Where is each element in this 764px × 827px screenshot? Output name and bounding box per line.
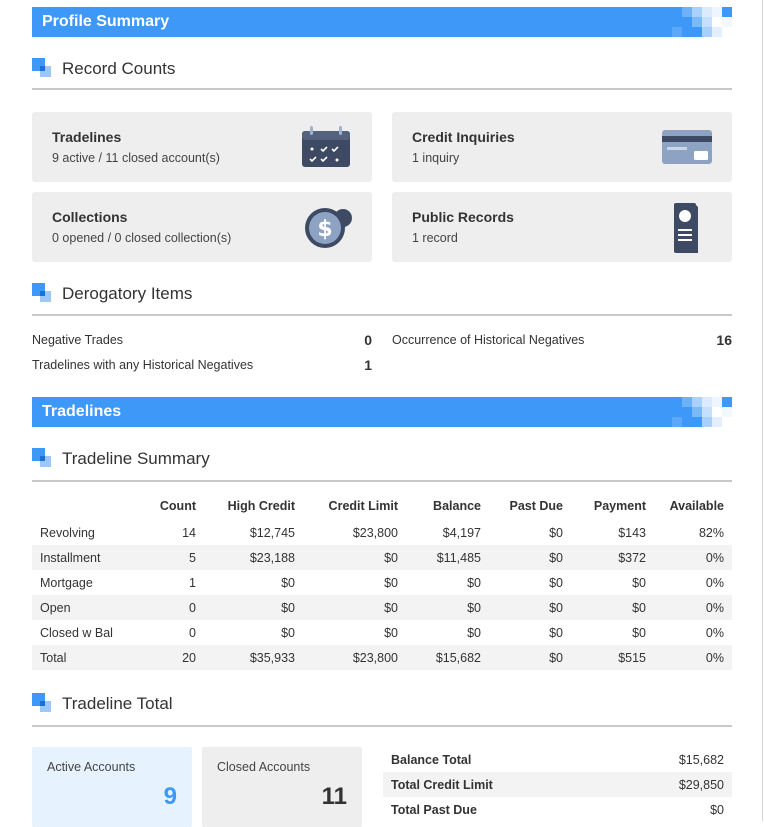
card-title: Credit Inquiries — [412, 129, 515, 145]
table-cell: 20 — [128, 645, 204, 670]
column-header — [32, 492, 128, 520]
table-cell: $0 — [549, 525, 563, 540]
table-cell: $0 — [571, 595, 654, 620]
row-label: Revolving — [40, 525, 95, 540]
row-label: Closed w Bal — [40, 625, 113, 640]
table-cell: $143 — [618, 525, 646, 540]
column-header: Available — [669, 499, 724, 513]
closed-accounts-value: 11 — [321, 783, 347, 810]
total-value: $15,682 — [678, 752, 724, 767]
card-title: Tradelines — [52, 129, 122, 145]
table-header-row — [32, 492, 732, 520]
table-cell: $0 — [384, 575, 398, 590]
table-cell: 82% — [698, 525, 724, 540]
table-cell: $0 — [384, 625, 398, 640]
section-title: Derogatory Items — [62, 284, 193, 303]
closed-accounts-label: Closed Accounts — [217, 760, 311, 774]
tradeline-summary-table — [32, 492, 732, 670]
total-value: $29,850 — [613, 772, 732, 797]
table-row — [383, 747, 732, 772]
svg-text:$: $ — [317, 217, 333, 242]
historical-negatives-label: Tradelines with any Historical Negatives — [32, 358, 254, 372]
table-cell: $0 — [467, 625, 481, 640]
table-cell: $15,682 — [406, 645, 489, 670]
table-row — [32, 520, 732, 545]
table-cell: 14 — [182, 525, 196, 540]
card-subtitle: 1 inquiry — [412, 151, 460, 165]
active-accounts-value: 9 — [163, 783, 177, 810]
active-accounts-box — [32, 747, 192, 827]
negative-trades-label: Negative Trades — [32, 333, 124, 347]
table-cell: $0 — [303, 595, 406, 620]
card-title: Collections — [52, 209, 128, 225]
table-cell: $0 — [489, 595, 571, 620]
column-header: High Credit — [227, 499, 295, 513]
table-row — [32, 570, 732, 595]
table-cell: $23,188 — [204, 545, 303, 570]
table-cell: $0 — [204, 595, 303, 620]
card-credit-inquiries[interactable] — [392, 112, 732, 182]
table-cell: 0% — [654, 645, 732, 670]
table-row — [383, 772, 732, 797]
tradeline-total-header — [32, 693, 732, 727]
total-value: $0 — [710, 802, 724, 817]
banner-title: Tradelines — [42, 403, 122, 420]
table-cell: 5 — [128, 545, 204, 570]
total-label: Total Credit Limit — [383, 772, 613, 797]
table-cell: 0% — [654, 595, 732, 620]
card-subtitle: 9 active / 11 closed account(s) — [52, 151, 220, 165]
table-cell: 0% — [705, 625, 724, 640]
column-header: Balance — [433, 499, 481, 513]
card-collections[interactable] — [32, 192, 372, 262]
table-cell: $515 — [571, 645, 654, 670]
card-subtitle: 1 record — [412, 231, 458, 245]
banner-title: Profile Summary — [42, 13, 170, 30]
tradelines-banner — [32, 397, 732, 427]
credit-card-icon — [660, 125, 714, 169]
table-cell: $0 — [632, 625, 646, 640]
table-row — [32, 620, 732, 645]
occurrence-negatives-label: Occurrence of Historical Negatives — [392, 333, 585, 347]
column-header: Payment — [593, 499, 646, 513]
table-cell: 1 — [189, 575, 196, 590]
column-header: Past Due — [509, 499, 563, 513]
total-label: Balance Total — [391, 752, 472, 767]
record-counts-header — [32, 58, 732, 90]
card-tradelines[interactable] — [32, 112, 372, 182]
table-cell: $0 — [281, 625, 295, 640]
table-row — [32, 595, 732, 620]
row-label: Total — [32, 645, 128, 670]
table-cell: $12,745 — [249, 525, 295, 540]
card-public-records[interactable] — [392, 192, 732, 262]
section-title: Tradeline Summary — [62, 449, 210, 468]
table-cell: $0 — [632, 575, 646, 590]
historical-negatives-value: 1 — [364, 357, 372, 373]
table-cell: $372 — [571, 545, 654, 570]
section-marker-icon — [32, 693, 52, 713]
table-cell: $23,800 — [303, 645, 406, 670]
table-cell: 0 — [189, 625, 196, 640]
section-marker-icon — [32, 58, 52, 78]
table-cell: $0 — [467, 575, 481, 590]
document-icon — [660, 203, 714, 253]
table-cell: $4,197 — [442, 525, 481, 540]
table-cell: 0% — [654, 545, 732, 570]
row-label: Mortgage — [40, 575, 93, 590]
table-cell: $35,933 — [204, 645, 303, 670]
row-label: Open — [32, 595, 128, 620]
active-accounts-label: Active Accounts — [47, 760, 136, 774]
table-cell: $23,800 — [352, 525, 398, 540]
row-label: Installment — [32, 545, 128, 570]
table-row — [32, 545, 732, 570]
section-title: Tradeline Total — [62, 694, 173, 713]
table-cell: $0 — [549, 625, 563, 640]
column-header: Count — [159, 499, 196, 513]
column-header: Credit Limit — [328, 499, 398, 513]
table-row — [32, 645, 732, 670]
table-cell: 0% — [705, 575, 724, 590]
negative-trades-value: 0 — [364, 332, 372, 348]
table-cell: $0 — [303, 545, 406, 570]
calendar-icon — [300, 125, 354, 169]
table-cell: 0 — [128, 595, 204, 620]
profile-summary-banner — [32, 7, 732, 37]
closed-accounts-box — [202, 747, 362, 827]
table-row — [383, 797, 732, 822]
total-label: Total Past Due — [391, 802, 477, 817]
table-cell: $11,485 — [406, 545, 489, 570]
table-cell: $0 — [406, 595, 489, 620]
table-cell: $0 — [489, 545, 571, 570]
tradeline-summary-header — [32, 448, 732, 482]
card-subtitle: 0 opened / 0 closed collection(s) — [52, 231, 232, 245]
section-marker-icon — [32, 283, 52, 303]
derogatory-items-header — [32, 283, 732, 316]
card-title: Public Records — [412, 209, 514, 225]
section-title: Record Counts — [62, 59, 176, 78]
table-cell: $0 — [281, 575, 295, 590]
table-cell: $0 — [549, 575, 563, 590]
coin-icon — [300, 205, 354, 249]
section-marker-icon — [32, 448, 52, 468]
tradeline-totals-table — [383, 747, 732, 822]
occurrence-negatives-value: 16 — [716, 332, 732, 348]
table-cell: $0 — [489, 645, 571, 670]
